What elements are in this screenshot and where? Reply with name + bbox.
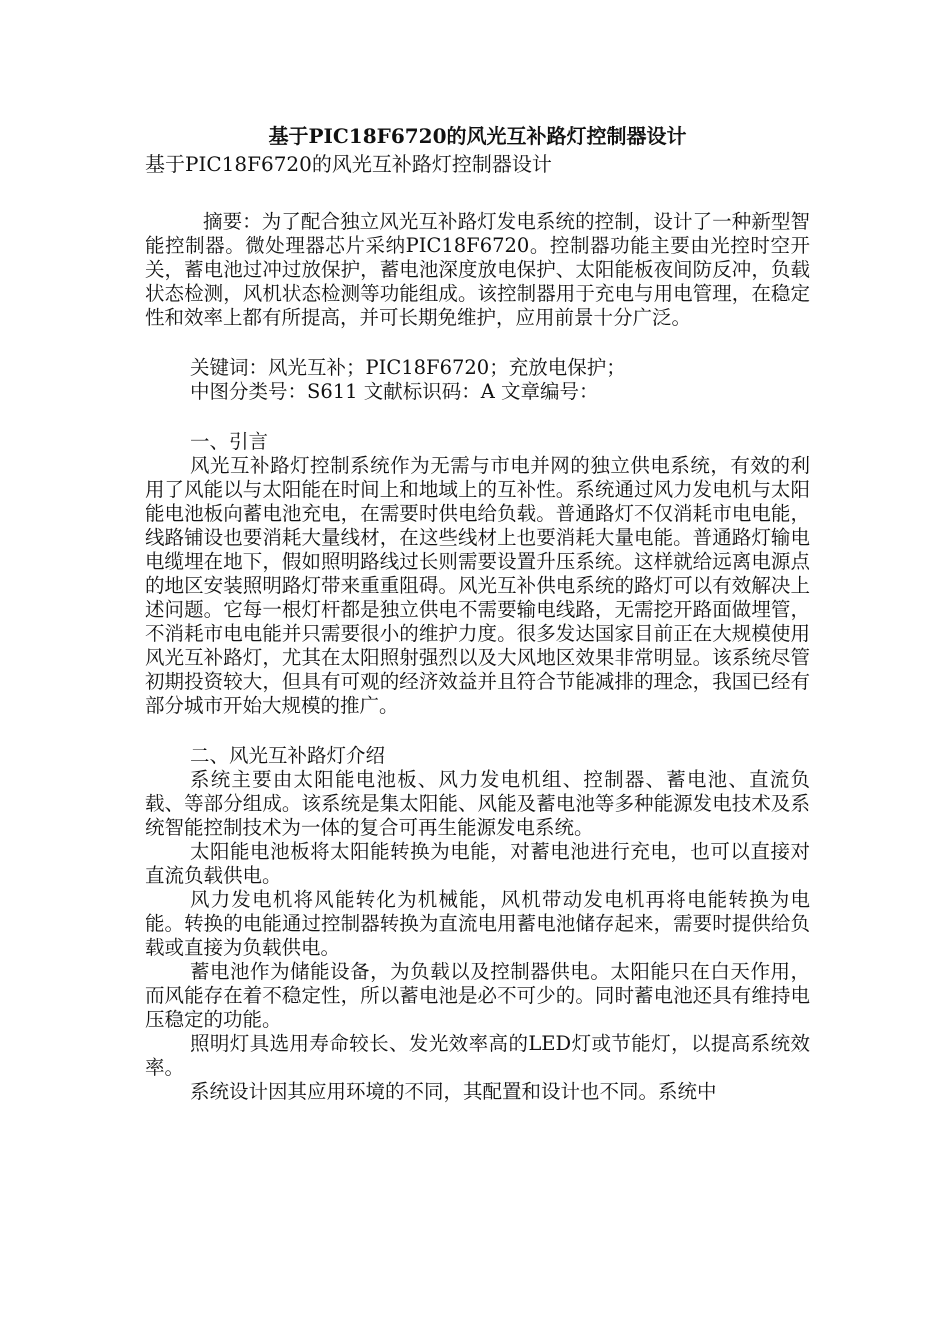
overview-paragraph: 系统主要由太阳能电池板、风力发电机组、控制器、蓄电池、直流负载、等部分组成。该系统是集太阳能、风能及蓄电池等多种能源发电技术及系统智能控制技术为一体的复合可再生能源发电系统。: [145, 768, 810, 839]
overview-paragraph: 照明灯具选用寿命较长、发光效率高的LED灯或节能灯，以提高系统效率。: [145, 1032, 810, 1079]
spacer: [145, 178, 810, 210]
overview-paragraph: 蓄电池作为储能设备，为负载以及控制器供电。太阳能只在白天作用，而风能存在着不稳定性，所以蓄电池是必不可少的。同时蓄电池还具有维持电压稳定的功能。: [145, 960, 810, 1031]
classification-line: 中图分类号：S611 文献标识码：A 文章编号：: [190, 380, 599, 403]
overview-paragraph: 风力发电机将风能转化为机械能，风机带动发电机再将电能转换为电能。转换的电能通过控制器转换为直流电用蓄电池储存起来，需要时提供给负载或直接为负载供电。: [145, 888, 810, 959]
section-heading-intro: 一、引言: [190, 430, 269, 453]
section-heading-overview: 二、风光互补路灯介绍: [190, 744, 386, 767]
document-page: [145, 122, 810, 1104]
keywords-line: 关键词：风光互补；PIC18F6720；充放电保护；: [190, 356, 626, 379]
abstract-paragraph: 摘要：为了配合独立风光互补路灯发电系统的控制，设计了一种新型智能控制器。微处理器芯片采纳PIC18F6720。控制器功能主要由光控时空开关，蓄电池过冲过放保护，蓄电池深度放电保护、太阳能板夜间防反冲，负载状态检测，风机状态检测等功能组成。该控制器用于充电与用电管理，在稳定性和效率上都有所提高，并可长期免维护，应用前景十分广泛。: [145, 210, 810, 329]
intro-paragraph: 风光互补路灯控制系统作为无需与市电并网的独立供电系统，有效的利用了风能以与太阳能在时间上和地域上的互补性。系统通过风力发电机与太阳能电池板向蓄电池充电，在需要时供电给负载。普通路灯不仅消耗市电电能，线路铺设也要消耗大量线材，在这些线材上也要消耗大量电能。普通路灯输电电缆埋在地下，假如照明路线过长则需要设置升压系统。这样就给远离电源点的地区安装照明路灯带来重重阻碍。风光互补供电系统的路灯可以有效解决上述问题。它每一根灯杆都是独立供电不需要输电线路，无需挖开路面做埋管，不消耗市电电能并只需要很小的维护力度。很多发达国家目前正在大规模使用风光互补路灯，尤其在太阳照射强烈以及大风地区效果非常明显。该系统尽管初期投资较大，但具有可观的经济效益并且符合节能减排的理念，我国已经有部分城市开始大规模的推广。: [145, 454, 810, 717]
overview-paragraph: 太阳能电池板将太阳能转换为电能，对蓄电池进行充电，也可以直接对直流负载供电。: [145, 840, 810, 887]
overview-paragraph: 系统设计因其应用环境的不同，其配置和设计也不同。系统中: [190, 1080, 717, 1103]
spacer: [145, 404, 810, 430]
doc-title: 基于PIC18F6720的风光互补路灯控制器设计: [268, 124, 687, 148]
spacer: [145, 330, 810, 356]
doc-subtitle: 基于PIC18F6720的风光互补路灯控制器设计: [145, 152, 552, 176]
spacer: [145, 718, 810, 744]
